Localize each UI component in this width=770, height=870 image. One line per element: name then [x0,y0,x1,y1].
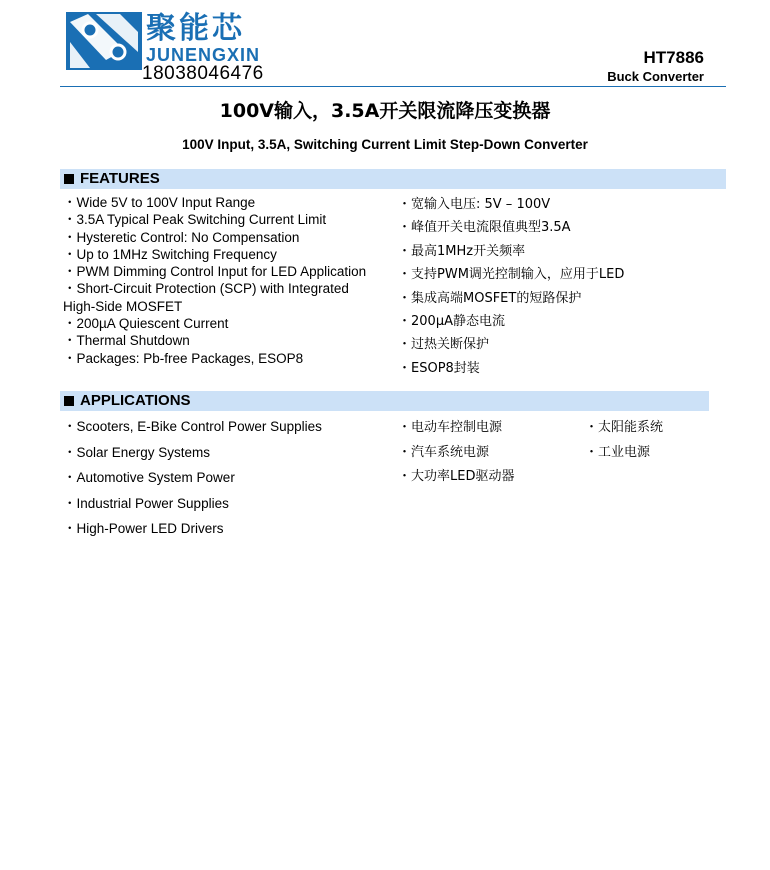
list-item: ・集成高端MOSFET的短路保护 [398,290,582,306]
list-item: ・ESOP8封装 [398,360,480,376]
list-item: ・3.5A Typical Peak Switching Current Limit [63,212,327,228]
list-item: ・电动车控制电源 [398,420,503,435]
features-list-en [63,194,366,367]
list-item: ・大功率LED驱动器 [398,469,515,484]
list-item: ・Industrial Power Supplies [63,495,229,511]
part-number: HT7886 [643,48,704,67]
part-type: Buck Converter [607,69,704,84]
list-item: ・工业电源 [585,445,651,460]
phone-number: 18038046476 [142,63,264,84]
list-item: ・PWM Dimming Control Input for LED Application [63,264,367,280]
brand-name-cn: 聚能芯 [146,11,245,46]
applications-section-header [60,391,709,411]
list-item: ・Automotive System Power [63,470,235,486]
list-item: High-Side MOSFET [63,298,183,314]
list-item: ・支持PWM调光控制输入，应用于LED [398,267,625,283]
list-item: ・Wide 5V to 100V Input Range [63,195,256,210]
features-section-header [60,169,726,189]
list-item: ・200µA Quiescent Current [63,316,229,332]
company-logo [66,12,286,84]
list-item: ・过热关断保护 [398,337,490,353]
document-title-cn: 100V输入，3.5A开关限流降压变换器 [219,100,551,122]
features-heading: FEATURES [80,170,160,187]
header-divider [60,86,726,87]
list-item: ・太阳能系统 [585,420,664,435]
list-item: ・Short-Circuit Protection (SCP) with Integrated [63,281,349,297]
logo-mark-icon [66,12,142,70]
brand-name-en: JUNENGXIN [146,45,261,65]
list-item: ・宽输入电压: 5V – 100V [398,197,551,212]
list-item: ・Up to 1MHz Switching Frequency [63,246,277,262]
list-item: ・Thermal Shutdown [63,333,190,349]
bullet-square-icon [64,174,74,184]
list-item: ・Hysteretic Control: No Compensation [63,229,300,245]
document-title-en: 100V Input, 3.5A, Switching Current Limit Step-Down Converter [182,137,588,152]
applications-list-en [63,414,322,542]
list-item: ・High-Power LED Drivers [63,521,224,537]
applications-list-cn-1 [398,414,514,489]
list-item: ・最高1MHz开关频率 [398,243,526,259]
features-list-cn [398,193,624,380]
list-item: ・峰值开关电流限值典型3.5A [398,220,571,236]
list-item: ・汽车系统电源 [398,445,490,460]
applications-heading: APPLICATIONS [80,392,191,409]
list-item: ・Packages: Pb-free Packages, ESOP8 [63,350,304,366]
list-item: ・Scooters, E-Bike Control Power Supplies [63,419,322,434]
list-item: ・200µA静态电流 [398,314,505,330]
bullet-square-icon [64,396,74,406]
applications-list-cn-2 [585,414,663,465]
list-item: ・Solar Energy Systems [63,444,211,460]
